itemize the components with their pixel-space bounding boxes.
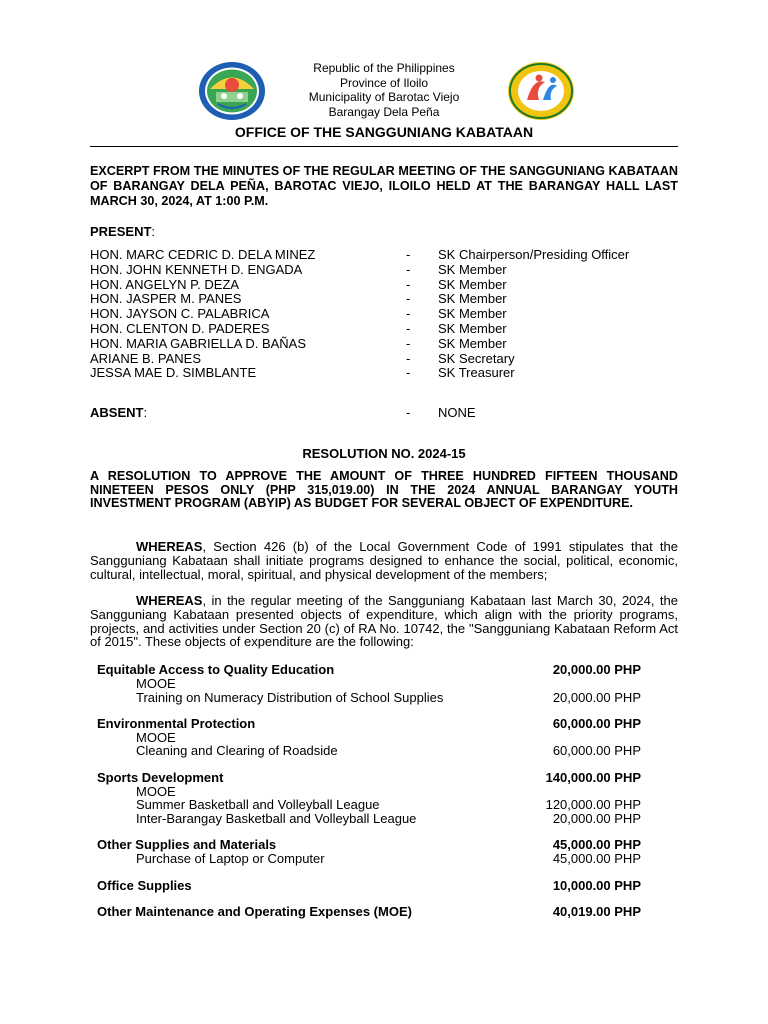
expenditure-category [97,879,647,893]
subheading-row [97,731,647,745]
dash: - [406,320,411,336]
attendee-row [90,337,678,352]
whereas-text: , in the regular meeting of the Sangguniang Kabataan last March 30, 2024, the Sangguniang Kabataan presented objects of expenditure, which align with the priority programs, projects, and activities under Section 20 (c) of RA No. 10742, the "Sangguniang Kabataan Reform Act of 2015". These objects of expenditure are the following: [90,593,678,650]
category-row [97,717,647,731]
category-amount: 60,000.00 PHP [552,715,641,731]
subheading: MOOE [136,675,176,691]
attendee-name: JESSA MAE D. SIMBLANTE [90,365,257,381]
excerpt-heading: EXCERPT FROM THE MINUTES OF THE REGULAR MEETING OF THE SANGGUNIANG KABATAAN OF BARANGAY DELA PEÑA, BAROTAC VIEJO, ILOILO HELD AT THE BARANGAY HALL LAST MARCH 30, 2024, AT 1:00 P.M. [90,164,678,208]
item-amount: 120,000.00 PHP [545,797,641,813]
dash: - [406,276,411,292]
expenditure-category [97,663,647,704]
category-row [97,838,647,852]
category-amount: 45,000.00 PHP [552,837,641,853]
attendee-row [90,322,678,337]
expenditure-list [97,663,647,931]
resolution-number: RESOLUTION NO. 2024-15 [302,446,466,461]
whereas-paragraph-2 [90,594,678,649]
item-row [97,744,647,758]
absent-value: NONE [438,405,476,420]
category-row [97,879,647,893]
item-name: Inter-Barangay Basketball and Volleyball League [136,811,417,827]
category-row [97,771,647,785]
expenditure-category [97,905,647,919]
item-amount: 60,000.00 PHP [552,743,641,759]
attendee-name: HON. MARC CEDRIC D. DELA MINEZ [90,247,316,262]
absent-row [90,405,678,420]
category-amount: 40,019.00 PHP [552,903,641,919]
header-line-province: Province of Iloilo [339,75,429,90]
attendee-row [90,366,678,381]
expenditure-category [97,717,647,758]
resolution-title: A RESOLUTION TO APPROVE THE AMOUNT OF THREE HUNDRED FIFTEEN THOUSAND NINETEEN PESOS ONLY (PHP 315,019.00) IN THE 2024 ANNUAL BARANGAY YOUTH INVESTMENT PROGRAM (ABYIP) AS BUDGET FOR SEVERAL OBJECT OF EXPENDITURE. [90,469,678,511]
subheading-row [97,677,647,691]
category-name: Other Maintenance and Operating Expenses (MOE) [97,903,412,919]
attendee-role: SK Member [438,335,507,351]
absent-label: ABSENT: [90,405,148,420]
attendee-role: SK Member [438,261,507,277]
dash: - [406,291,411,307]
attendee-name: HON. MARIA GABRIELLA D. BAÑAS [90,335,307,351]
attendee-role: SK Treasurer [438,365,515,381]
attendee-role: SK Member [438,306,507,322]
header-line-barangay: Barangay Dela Peña [328,104,440,119]
office-title: OFFICE OF THE SANGGUNIANG KABATAAN [234,124,534,140]
attendance-list [90,248,678,381]
whereas-lead: WHEREAS [136,593,203,608]
category-name: Environmental Protection [97,715,256,731]
category-name: Office Supplies [97,877,192,893]
item-amount: 20,000.00 PHP [552,811,641,827]
item-row [97,812,647,826]
item-name: Purchase of Laptop or Computer [136,851,325,867]
attendee-row [90,292,678,307]
attendee-role: SK Member [438,291,507,307]
attendee-role: SK Member [438,276,507,292]
item-amount: 45,000.00 PHP [552,851,641,867]
attendee-role: SK Member [438,320,507,336]
attendee-row [90,248,678,263]
whereas-paragraph-1 [90,540,678,581]
barangay-seal-logo [196,60,268,122]
category-name: Other Supplies and Materials [97,837,277,853]
whereas-text: , Section 426 (b) of the Local Government Code of 1991 stipulates that the Sangguniang Kabataan shall initiate programs designed to enhance the social, political, economic, cultural, intellectual, moral, spiritual, and physical development of the members; [90,539,678,582]
attendee-row [90,278,678,293]
category-amount: 10,000.00 PHP [552,877,641,893]
attendee-name: HON. JASPER M. PANES [90,291,242,307]
attendee-row [90,307,678,322]
attendee-role: SK Secretary [438,350,515,366]
item-name: Cleaning and Clearing of Roadside [136,743,338,759]
item-amount: 20,000.00 PHP [552,689,641,705]
dash: - [406,261,411,277]
item-row [97,691,647,705]
attendee-name: HON. ANGELYN P. DEZA [90,276,240,292]
item-name: Training on Numeracy Distribution of School Supplies [136,689,444,705]
header-line-municipality: Municipality of Barotac Viejo [308,90,460,105]
attendee-row [90,263,678,278]
category-name: Equitable Access to Quality Education [97,662,335,677]
sangguniang-kabataan-seal-logo [505,60,577,122]
dash: - [406,350,411,366]
category-amount: 20,000.00 PHP [552,662,641,677]
category-row [97,905,647,919]
expenditure-category [97,838,647,866]
header-line-republic: Republic of the Philippines [313,61,455,75]
dash: - [406,247,411,262]
dash: - [406,365,411,381]
subheading: MOOE [136,783,176,799]
category-amount: 140,000.00 PHP [545,769,641,785]
item-row [97,798,647,812]
item-row [97,852,647,866]
expenditure-category [97,771,647,826]
attendee-name: HON. JAYSON C. PALABRICA [90,306,270,322]
category-row [97,663,647,677]
attendee-name: HON. CLENTON D. PADERES [90,320,270,336]
dash: - [406,306,411,322]
attendee-row [90,352,678,367]
attendee-role: SK Chairperson/Presiding Officer [438,247,630,262]
category-name: Sports Development [97,769,224,785]
attendee-name: HON. JOHN KENNETH D. ENGADA [90,261,303,277]
dash: - [406,335,411,351]
letterhead-text [270,61,498,119]
whereas-lead: WHEREAS [136,539,203,554]
dash: - [406,405,411,420]
present-label: PRESENT: [90,224,156,239]
attendee-name: ARIANE B. PANES [90,350,202,366]
subheading-row [97,785,647,799]
letterhead [90,58,678,126]
header-divider [90,146,678,147]
subheading: MOOE [136,729,176,745]
item-name: Summer Basketball and Volleyball League [136,797,380,813]
